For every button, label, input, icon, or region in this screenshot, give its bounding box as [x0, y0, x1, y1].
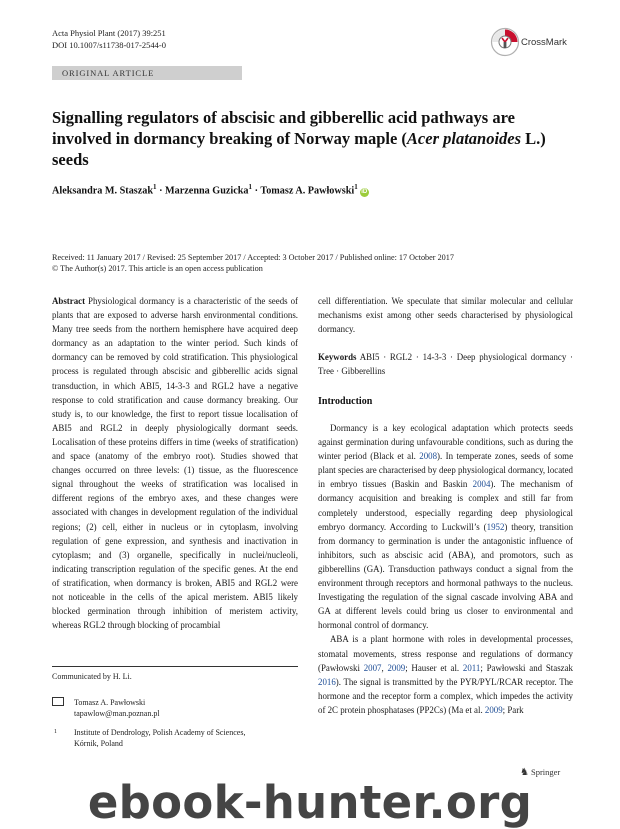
- crossmark-icon: [490, 27, 520, 57]
- crossmark-label: CrossMark: [521, 37, 567, 48]
- author-name[interactable]: Aleksandra M. Staszak: [52, 185, 154, 197]
- springer-horse-icon: ♞: [520, 767, 529, 778]
- introduction-body: [318, 421, 573, 717]
- abstract-continuation: cell differentiation. We speculate that similar molecular and cellular mechanisms exist among other seeds characterised by physiological dormancy. Keywords ABI5 · RGL2 · 14-3-3 · Deep physiological dormancy · Tree · Gibberellins: [318, 294, 573, 378]
- watermark: ebook-hunter.org: [87, 776, 533, 829]
- publisher-logo: ♞ Springer: [520, 767, 561, 778]
- publication-dates: Received: 11 January 2017 / Revised: 25 September 2017 / Accepted: 3 October 2017 / Published online: 17 October 2017 © The Author(s) 2017. This article is an open access publication: [52, 253, 454, 273]
- keywords: [318, 350, 573, 378]
- orcid-icon[interactable]: iD: [361, 189, 368, 196]
- article-type-label: ORIGINAL ARTICLE: [62, 68, 155, 78]
- author-list: Aleksandra M. Staszak$^1$ · Marzenna Guzicka$^1$ · Tomasz A. Pawłowski$^1$iD: [52, 183, 368, 197]
- corresponding-name: Tomasz A. Pawłowski: [74, 698, 146, 707]
- citation-link[interactable]: 1952: [486, 521, 505, 532]
- affiliation-marker: 1: [54, 729, 57, 735]
- citation-link[interactable]: 2007: [363, 662, 382, 673]
- corresponding-author: [52, 697, 160, 718]
- abstract-text: Physiological dormancy is a characteristic of the seeds of plants that are exposed to adverse harsh environmental conditions. Many tree seeds from the northern hemisphere have acquired deep dormancy as an adaptation to the winter period. Such kinds of dormancy can be removed by cold stratification. This physiological process is regulated through abscisic and gibberellic acids signal transduction, in which ABI5, 14-3-3 and RGL2 have a negative response to cold stratification and cause dormancy breaking. Our study is, to our knowledge, the first to report tissue localisation of ABI5 and RGL2 in deeply physiologically dormant seeds. Localisation of these proteins differs in time (weeks of stratification) and space (anatomy of the embryo root). Studies showed that changes occurred on three levels: (1) tissue, as the fluorescence signal throughout the weeks of stratification was localised in different regions of the embryo axes, and these changes were associated with changes in development regulation of the individual regions; (2) cell, either in nucleus or in cytoplasm, involving regulation of gene expression, and synthesis and inactivation in cytoplasm; and (3) organelle, specifically in nuclei/nucleoli, indicating transcription regulation of the specific genes. At the end of stratification, when dormancy is broken, ABI5 and RGL2 were not noticeable in the cells of the apical meristem. ABI5 likely blocked germination through inhibition of meristem activity, whereas RGL2 through blocking of procambial: [52, 296, 298, 631]
- introduction-heading: Introduction: [318, 396, 373, 407]
- citation-link[interactable]: 2016: [318, 676, 336, 687]
- doi[interactable]: DOI 10.1007/s11738-017-2544-0: [52, 40, 166, 50]
- corresponding-email[interactable]: tapawlow@man.poznan.pl: [74, 709, 160, 718]
- citation-link[interactable]: 2011: [462, 662, 481, 673]
- article-type-banner: [52, 66, 242, 80]
- introduction-paragraph: Dormancy is a key ecological adaptation which protects seeds against germination during unfavourable conditions, such as during the winter period (Black et al. 2008). In temperate zones, seeds of some plant species are characterised by deep physiological dormancy, located in embryo tissues (Baskin and Baskin 2004). The mechanism of dormancy acquisition and breaking is complex and still far from completely understood, especially regarding deep physiological embryo dormancy. According to Luckwill’s (1952) theory, transition from dormancy to germination is under the antagonistic influence of inhibitors, such as abscisic acid (ABA), and promotors, such as gibberellins (GA). Transduction pathways conduct a signal from the environment through receptors and hormonal pathways to the nucleus. Investigating the regulation of the signal cascade involving ABA and GA at different levels could bring us closer to environmental and hormonal control of dormancy.: [318, 423, 574, 631]
- communicated-by: Communicated by H. Li.: [52, 672, 132, 681]
- article-title: Signalling regulators of abscisic and gibberellic acid pathways are involved in dormancy breaking of Norway maple (Acer platanoides L.) seeds: [52, 108, 546, 169]
- abstract: [52, 294, 298, 632]
- abstract-heading: Abstract: [52, 296, 86, 306]
- species-name: Acer platanoides: [406, 129, 522, 148]
- citation-link[interactable]: 2009: [387, 662, 406, 673]
- citation-link[interactable]: 2004: [472, 479, 491, 490]
- keywords-heading: Keywords: [318, 352, 357, 363]
- keywords-text: ABI5 · RGL2 · 14-3-3 · Deep physiological dormancy · Tree · Gibberellins: [318, 352, 573, 377]
- crossmark-logo[interactable]: [490, 27, 570, 57]
- introduction-paragraph: ABA is a plant hormone with roles in developmental processes, stomatal movements, stress response and regulations of dormancy (Pawłowski 2007, 2009; Hauser et al. 2011; Pawłowski and Staszak 2016). The signal is transmitted by the PYR/PYL/RCAR receptor. The hormone and the receptor form a complex, which impedes the activity of 2C protein phosphatases (PP2Cs) (Ma et al. 2009; Park: [318, 634, 573, 715]
- footnote-divider: [52, 666, 298, 667]
- journal-reference: Acta Physiol Plant (2017) 39:251: [52, 28, 166, 38]
- citation-link[interactable]: 2008: [419, 451, 438, 462]
- citation-link[interactable]: 2009: [484, 704, 503, 715]
- author-name[interactable]: Tomasz A. Pawłowski: [260, 185, 355, 197]
- author-name[interactable]: Marzenna Guzicka: [165, 185, 249, 197]
- envelope-icon: [52, 697, 64, 706]
